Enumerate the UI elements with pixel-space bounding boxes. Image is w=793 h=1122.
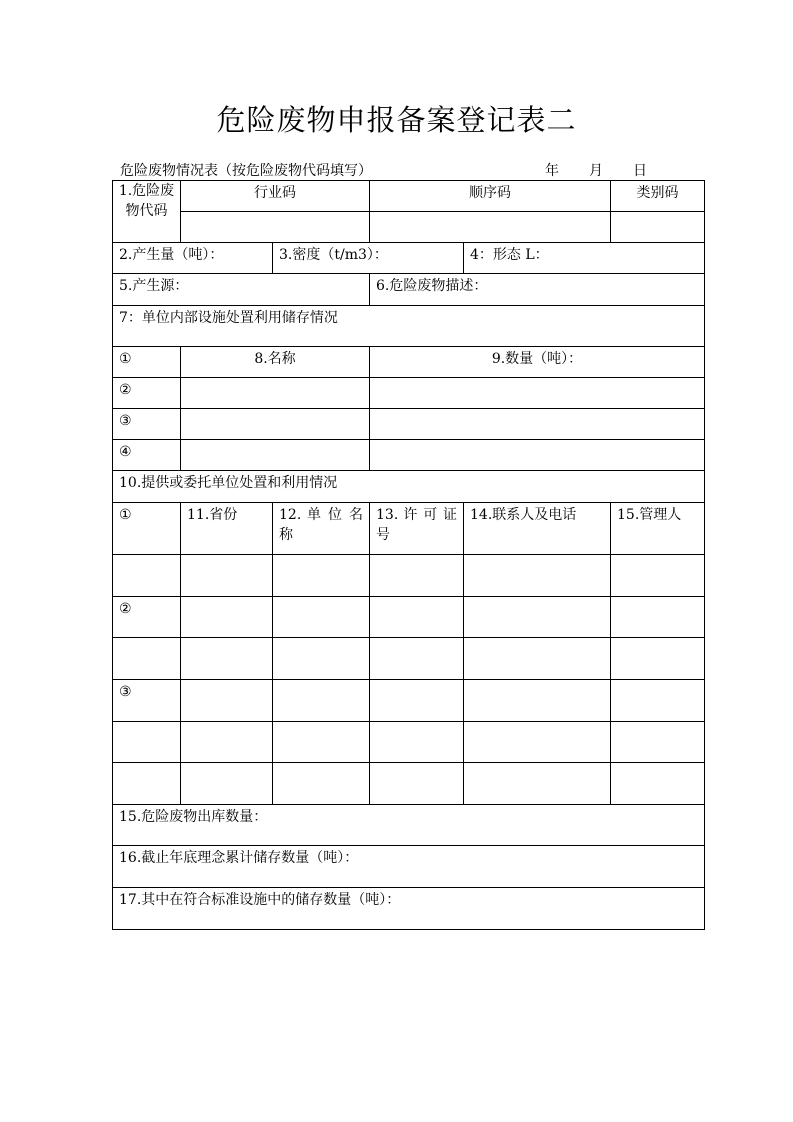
row-marker: ③ — [113, 409, 181, 440]
cell[interactable] — [181, 722, 273, 763]
cell[interactable] — [370, 597, 464, 638]
cell[interactable] — [611, 763, 705, 805]
cell[interactable] — [611, 638, 705, 680]
quantity-field[interactable] — [370, 378, 705, 409]
contact-header: 14.联系人及电话 — [464, 503, 611, 555]
compliant-storage-field[interactable]: 17.其中在符合标准设施中的储存数量（吨）： — [113, 888, 705, 930]
cell[interactable] — [181, 555, 273, 597]
row-marker: ③ — [113, 680, 181, 722]
outbound-quantity-field[interactable]: 15.危险废物出库数量： — [113, 805, 705, 846]
license-header: 13. 许 可 证号 — [370, 503, 464, 555]
table-row — [113, 555, 705, 597]
name-field[interactable] — [181, 409, 370, 440]
cell[interactable] — [181, 638, 273, 680]
table-row — [113, 680, 705, 722]
source-field[interactable]: 5.产生源： — [113, 274, 370, 306]
internal-section-label: 7：单位内部设施处置利用储存情况 — [113, 306, 705, 347]
cell[interactable] — [611, 555, 705, 597]
day-label: 日 — [633, 163, 647, 179]
table-row — [113, 722, 705, 763]
cell[interactable] — [464, 638, 611, 680]
name-header: 8.名称 — [181, 347, 370, 378]
cell[interactable] — [273, 555, 370, 597]
cumulative-storage-field[interactable]: 16.截止年底理念累计储存数量（吨）： — [113, 846, 705, 888]
cell[interactable] — [370, 555, 464, 597]
waste-code-label: 1.危险废物代码 — [113, 181, 181, 243]
row-marker: ④ — [113, 440, 181, 471]
name-field[interactable] — [181, 440, 370, 471]
cell[interactable] — [370, 680, 464, 722]
cell[interactable] — [464, 722, 611, 763]
cell[interactable] — [464, 680, 611, 722]
amount-field[interactable]: 2.产生量（吨）： — [113, 243, 273, 274]
form-field[interactable]: 4：形态 L： — [464, 243, 705, 274]
cell[interactable] — [464, 597, 611, 638]
cell[interactable] — [113, 763, 181, 805]
sequence-code-field[interactable] — [370, 212, 611, 243]
cell[interactable] — [464, 763, 611, 805]
industry-code-field[interactable] — [181, 212, 370, 243]
table-row — [113, 638, 705, 680]
description-field[interactable]: 6.危险废物描述： — [370, 274, 705, 306]
year-label: 年 — [545, 163, 559, 179]
table-row — [113, 763, 705, 805]
cell[interactable] — [181, 763, 273, 805]
cell[interactable] — [113, 555, 181, 597]
cell[interactable] — [611, 597, 705, 638]
cell[interactable] — [370, 638, 464, 680]
unit-name-header: 12. 单 位 名称 — [273, 503, 370, 555]
month-label: 月 — [589, 163, 603, 179]
industry-code-header: 行业码 — [181, 181, 370, 212]
sequence-code-header: 顺序码 — [370, 181, 611, 212]
row-marker: ② — [113, 378, 181, 409]
cell[interactable] — [113, 638, 181, 680]
cell[interactable] — [370, 722, 464, 763]
cell[interactable] — [273, 597, 370, 638]
density-field[interactable]: 3.密度（t/m3）： — [273, 243, 464, 274]
cell[interactable] — [273, 722, 370, 763]
page-title: 危险废物申报备案登记表二 — [216, 103, 577, 137]
province-header: 11.省份 — [181, 503, 273, 555]
table-row — [113, 597, 705, 638]
cell[interactable] — [611, 680, 705, 722]
cell[interactable] — [181, 597, 273, 638]
cell[interactable] — [273, 680, 370, 722]
quantity-field[interactable] — [370, 409, 705, 440]
cell[interactable] — [273, 638, 370, 680]
name-field[interactable] — [181, 378, 370, 409]
external-section-label: 10.提供或委托单位处置和利用情况 — [113, 471, 705, 503]
cell[interactable] — [113, 722, 181, 763]
date-line — [545, 160, 677, 180]
cell[interactable] — [464, 555, 611, 597]
form-subtitle: 危险废物情况表（按危险废物代码填写） — [120, 163, 372, 179]
category-code-header: 类别码 — [611, 181, 705, 212]
row-marker: ② — [113, 597, 181, 638]
quantity-header: 9.数量（吨）： — [370, 347, 705, 378]
row-marker: ① — [113, 503, 181, 555]
cell[interactable] — [611, 722, 705, 763]
waste-form-table — [112, 180, 705, 930]
cell[interactable] — [181, 680, 273, 722]
row-marker: ① — [113, 347, 181, 378]
cell[interactable] — [273, 763, 370, 805]
category-code-field[interactable] — [611, 212, 705, 243]
cell[interactable] — [370, 763, 464, 805]
quantity-field[interactable] — [370, 440, 705, 471]
manager-header: 15.管理人 — [611, 503, 705, 555]
